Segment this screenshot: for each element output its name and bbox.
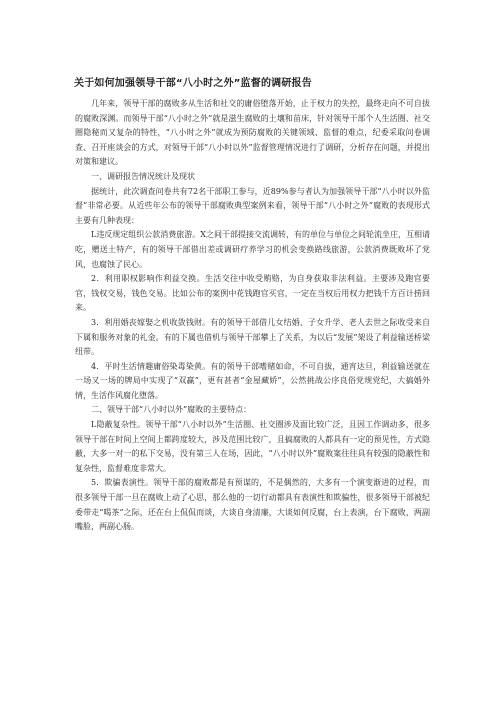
paragraph-intro: 几年来，领导干部的腐败多从生活和社交的庸俗堕落开始，止于权力的失控，最终走向不可自拔的腐败深渊。而领导干部“八小时之外”就是滋生腐败的土壤和苗床，针对领导干部个人生活圈、社交圈隐秘而又复杂的特性，“八小时之外”就成为预防腐败的关键领域、监督的难点，纪委采取问卷调查、召开座谈会的方式，对领导干部“八小时以外”监督管理情况进行了调研，分析存在问题，并提出对策和建议。 bbox=[75, 99, 430, 167]
paragraph-item-4: 4．平时生活情趣庸俗染毒染黄。有的领导干部嗜赌如命，不可自拔，通宵达旦，利益输送就在一场又一场的牌局中实现了“双赢”，更有甚者“金屋藏娇”，公然挑战公序良俗党规党纪，大搞婚外情，生活作风腐化堕落。 bbox=[75, 361, 430, 400]
paragraph-item-2: 2．利用职权影响作利益交换。生活交往中收受贿赂，为自身获取非法利益。主要涉及跑官要官，钱权交易，钱色交易。比如公布的案例中花钱跑官买官，一定在当权后用权力把钱千方百计捞回来。 bbox=[75, 274, 430, 313]
document-body bbox=[75, 97, 430, 535]
section-heading-2: 二、领导干部“八小时以外”腐败的主要特点： bbox=[91, 405, 252, 415]
section-heading-1: 一、调研报告情况统计及现状 bbox=[91, 171, 195, 181]
paragraph-feature-2: 5．欺骗表演性。领导干部的腐败都是有预谋的，不是偶然的，大多有一个演变渐进的过程，而很多领导干部一旦在腐败上动了心思，那么他的一切行动都具有表演性和欺骗性，很多领导干部被纪委带走“喝茶”之际，还在台上侃侃而谈，大谈自身清廉，大谈如何反腐，台上表演，台下腐败，两副嘴脸，两副心肠。 bbox=[75, 478, 430, 532]
paragraph-item-1: L违反规定组织公款消费旅游。X之间干部提接交流调转，有的单位与单位之间轮流坐庄，互相请吃，赠送土特产，有的领导干部借出差或调研疗养学习的机会变换路线旅游，公款消费既败坏了党风，也腐蚀了民心。 bbox=[75, 230, 431, 269]
paragraph-statistics: 据统计，此次调查问卷共有72名干部职工参与，近89%参与者认为加强领导干部“八小时以外监督”非常必要。从近些年公布的领导干部腐败典型案例来看，领导干部“八小时之外”腐败的表现形式主要有几种表现： bbox=[75, 186, 430, 225]
paragraph-item-3: 3．利用婚丧嫁娶之机收敛钱财。有的领导干部借儿女结婚、子女升学、老人去世之际收受来自下属和服务对象的礼金。有的下属也借机与领导干部攀上了关系，为以后“发展”架设了利益输送桥梁纽带。 bbox=[75, 317, 430, 357]
document-title: 关于如何加强领导干部“八小时之外”监督的调研报告 bbox=[74, 78, 312, 89]
paragraph-feature-1: L隐蔽复杂性。领导干部“八小时以外”生活圈、社交圈涉及面比较广泛，且因工作调动多，很多领导干部在时间上空间上都跨度较大，涉及范围比较广，且搞腐败的人都具有一定的预见性，方式隐蔽，大多一对一的私下交易，没有第三人在场，因此，“八小时以外”腐败案往往具有较强的隐蔽性和复杂性，监督难度非常大。 bbox=[75, 420, 430, 473]
